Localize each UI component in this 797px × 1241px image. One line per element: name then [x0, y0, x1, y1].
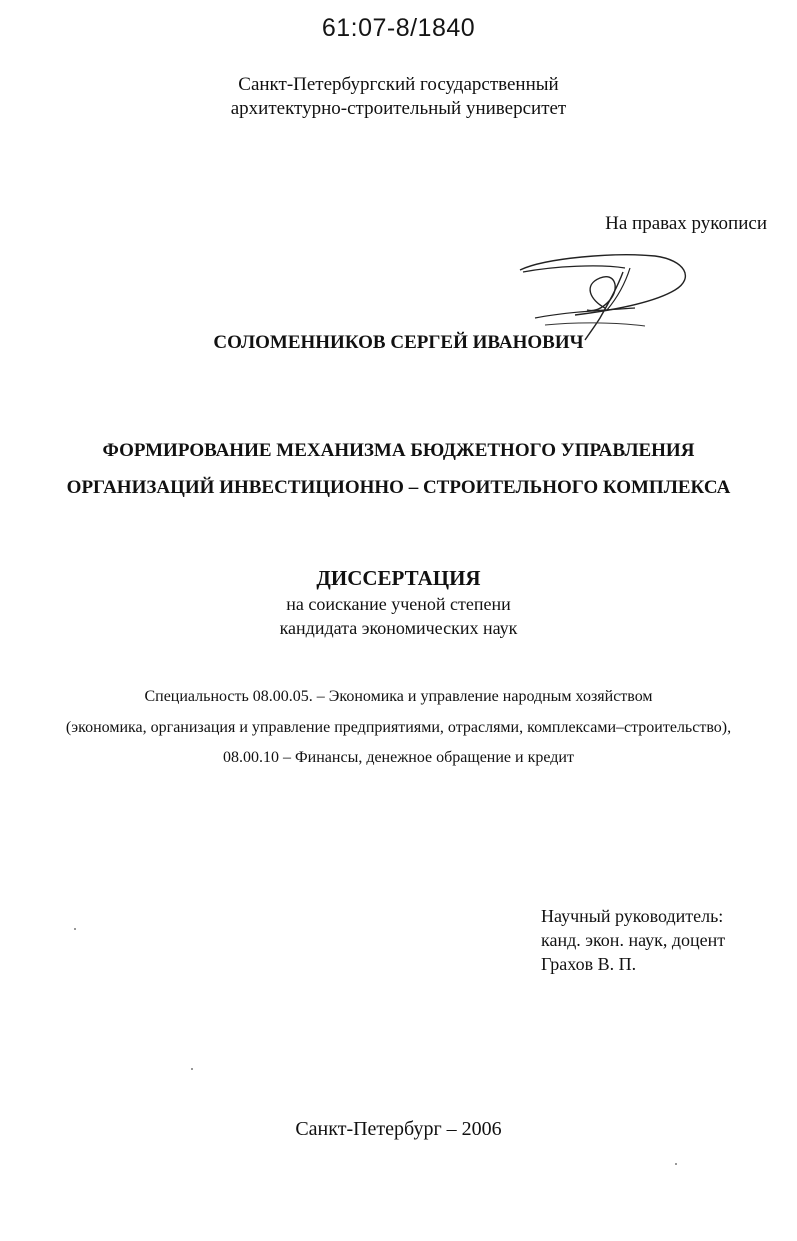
degree-line2: кандидата экономических наук: [279, 618, 518, 638]
specialty-line2: (экономика, организация и управление предприятиями, отраслями, комплексами–строительство),: [65, 719, 732, 736]
scan-speck: [191, 1068, 193, 1070]
advisor-credentials: канд. экон. наук, доцент: [541, 930, 726, 950]
specialty-line1: Специальность 08.00.05. – Экономика и управление народным хозяйством: [144, 688, 653, 705]
work-type-heading: ДИССЕРТАЦИЯ: [316, 566, 481, 590]
advisor-name: Грахов В. П.: [541, 954, 637, 974]
scan-speck: [675, 1163, 677, 1165]
scan-speck: [74, 928, 76, 930]
degree-line1: на соискание ученой степени: [286, 594, 511, 614]
manuscript-rights-note: На правах рукописи: [605, 213, 767, 234]
city-year: Санкт-Петербург – 2006: [295, 1118, 502, 1140]
dissertation-title-line2: ОРГАНИЗАЦИЙ ИНВЕСТИЦИОННО – СТРОИТЕЛЬНОГО КОМПЛЕКСА: [66, 477, 731, 498]
university-name-line1: Санкт-Петербургский государственный: [238, 74, 559, 95]
dissertation-title-line1: ФОРМИРОВАНИЕ МЕХАНИЗМА БЮДЖЕТНОГО УПРАВЛЕНИЯ: [102, 440, 695, 461]
catalog-number: 61:07-8/1840: [321, 14, 476, 42]
university-name-line2: архитектурно-строительный университет: [230, 98, 567, 119]
signature-icon: [505, 250, 705, 345]
advisor-label: Научный руководитель:: [541, 906, 724, 926]
specialty-line3: 08.00.10 – Финансы, денежное обращение и кредит: [223, 749, 574, 766]
author-name: СОЛОМЕННИКОВ СЕРГЕЙ ИВАНОВИЧ: [213, 332, 584, 353]
